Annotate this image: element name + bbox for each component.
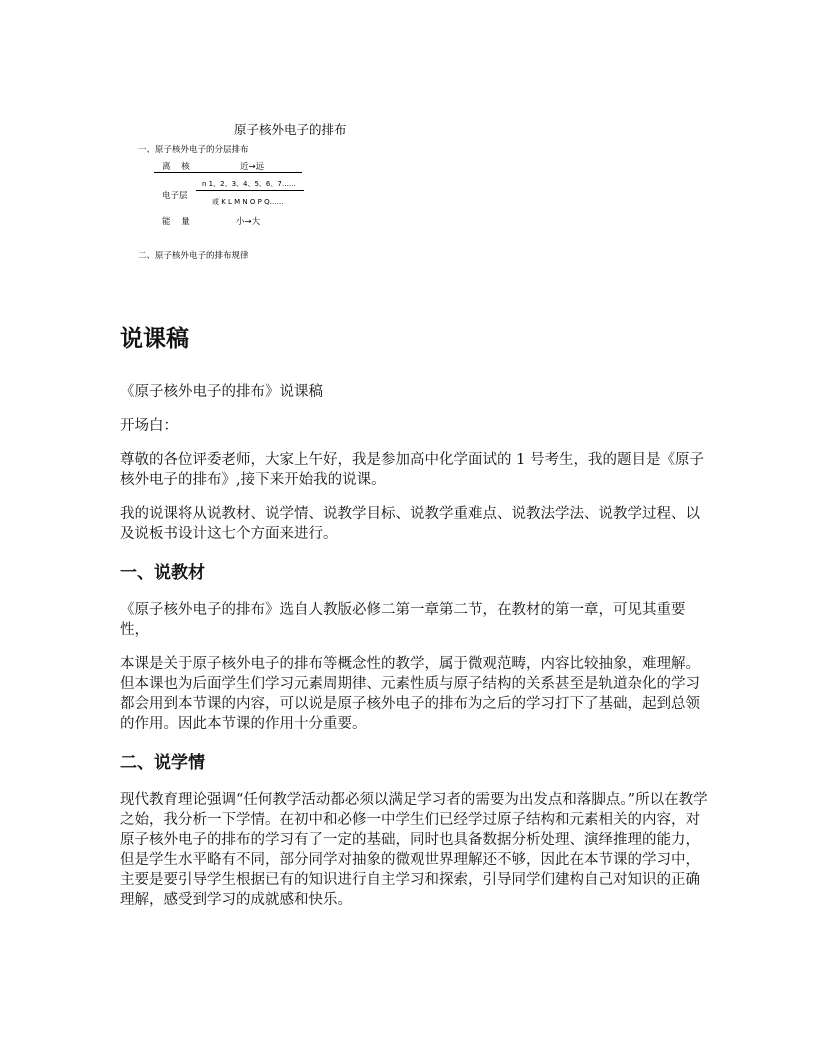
blackboard-sketch xyxy=(136,118,376,268)
section-heading-textbook: 一、说教材 xyxy=(120,563,205,583)
board-shell-numbers: n 1、2、3、4、5、6、7…… xyxy=(202,180,296,188)
board-title: 原子核外电子的排布 xyxy=(234,122,347,137)
textbook-paragraph-2: 本课是关于原子核外电子的排布等概念性的教学，属于微观范畴，内容比较抽象，难理解。但本课也为后面学生们学习元素周期律、元素性质与原子结构的关系甚至是轨道杂化的学习都会用到本节课的内容，可以说是原子核外电子的排布为之后的学习打下了基础，起到总领的作用。因此本节课的作用十分重要。 xyxy=(120,656,700,732)
board-section-2: 二、原子核外电子的排布规律 xyxy=(138,251,249,261)
board-divider xyxy=(154,172,302,173)
overview-paragraph: 我的说课将从说教材、说学情、说教学目标、说教学重难点、说教法学法、说教学过程、以及说板书设计这七个方面来进行。 xyxy=(120,506,700,542)
board-shell-letters: 或 K L M N O P Q…… xyxy=(212,198,284,206)
board-divider xyxy=(196,190,304,191)
section-heading-students: 二、说学情 xyxy=(120,753,205,773)
board-row-energy-label: 能 量 xyxy=(162,217,194,227)
textbook-paragraph-1: 《原子核外电子的排布》选自人教版必修二第一章第二节，在教材的第一章，可见其重要性， xyxy=(120,602,686,638)
board-shell-label: 电子层 xyxy=(162,191,188,201)
document-body xyxy=(120,322,710,924)
board-section-1: 一、原子核外电子的分层排布 xyxy=(138,145,249,155)
greeting-paragraph: 尊敬的各位评委老师，大家上午好，我是参加高中化学面试的 1 号考生，我的题目是《原子核外电子的排布》,接下来开始我的说课。 xyxy=(120,452,704,488)
board-row-distance-value: 近→远 xyxy=(240,162,265,172)
board-row-energy-value: 小→大 xyxy=(236,217,261,227)
opening-label: 开场白： xyxy=(120,418,178,434)
board-row-distance-label: 离 核 xyxy=(162,162,194,172)
doc-subtitle: 《原子核外电子的排布》说课稿 xyxy=(120,384,323,400)
students-paragraph-1: 现代教育理论强调“任何教学活动都必须以满足学习者的需要为出发点和落脚点。”所以在教学之始，我分析一下学情。在初中和必修一中学生们已经学过原子结构和元素相关的内容，对原子核外电子的排布的学习有了一定的基础，同时也具备数据分析处理、演绎推理的能力，但是学生水平略有不同，部分同学对抽象的微观世界理解还不够，因此在本节课的学习中，主要是要引导学生根据已有的知识进行自主学习和探索，引导同学们建构自己对知识的正确理解，感受到学习的成就感和快乐。 xyxy=(120,792,708,908)
page-title: 说课稿 xyxy=(120,326,189,352)
